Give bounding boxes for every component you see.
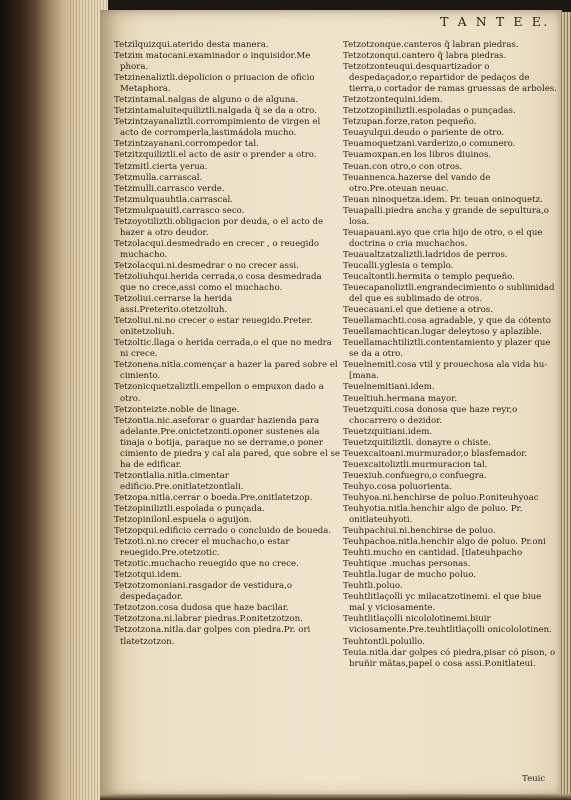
dictionary-entry: Teuhtlitlaçolli yc milacatzotinemi. el que biue mal y viciosamente. (343, 592, 542, 614)
dictionary-entry: Teuetzquitiliztli. donayre o chiste. (343, 437, 491, 448)
dictionary-entry: Tetzotic.muchacho reuegido que no crece. (114, 559, 299, 570)
dictionary-entry: Tetzotqui.idem. (114, 570, 182, 581)
dictionary-entry: Tetzopa.nitla.cerrar o boeda.Pre.onitlatetzop. (114, 492, 313, 503)
dictionary-entry: Tetzintamal.nalgas de alguno o de alguna. (114, 95, 299, 106)
dictionary-entry: Tetzotzonqui.cantero q̃ labra piedras. (343, 51, 507, 62)
catchword: Teuic (522, 774, 546, 784)
dictionary-entry: Tetzitzquiliztli.el acto de asir o prender a otro. (114, 150, 317, 161)
dictionary-entry: Teuhpachiui.ni.henchirse de poluo. (343, 526, 496, 537)
dictionary-entry: Teuayulqui.deudo o pariente de otro. (343, 128, 505, 139)
dictionary-entry: Tetzoliui.cerrarse la herida assi.Preterito.otetzoliuh. (114, 294, 233, 316)
dictionary-entry: Tetzonteizte.noble de linage. (114, 404, 240, 415)
dictionary-entry: Teuecauani.el que detiene a otros. (343, 305, 493, 316)
dictionary-entry: Tetzonicquetzaliztli.empellon o empuxon dado a otro. (114, 382, 324, 404)
dictionary-entry: Teuamoquetzani.varderizo,o comunero. (343, 139, 516, 150)
dictionary-entry: Teueltiuh.hermana mayor. (343, 393, 458, 404)
dictionary-entry: Tetzontlalia.nitla.cimentar edificio.Pre.onitlatetzontlali. (114, 470, 244, 492)
dictionary-entry: Tetzoliui.ni.no crecer o estar reuegido.Preter. onitetzoliuh. (114, 316, 313, 338)
dictionary-entry: Teuellamachti.cosa agradable, y que da cótento (343, 316, 551, 327)
dictionary-entry: Teuhyo.cosa poluorienta. (343, 481, 452, 492)
dictionary-entry: Teuapalli.piedra ancha y grande de sepultura,o losa. (343, 205, 549, 227)
dictionary-entry: Tetzim matocani.examinador o inquisidor.Me phora. (114, 51, 311, 73)
dictionary-entry: Teuelnemitiani.idem. (343, 382, 435, 393)
dictionary-entry: Tetzmulla.carrascal. (114, 172, 203, 183)
dictionary-entry: Teuecapanoliztli.engrandecimiento o sublimidad del que es sublimado de otros. (343, 283, 555, 305)
dictionary-entry: Teuexcaitoliztli.murmuracion tal. (343, 459, 488, 470)
dictionary-entry: Teuexcaitoani.murmurador,o blasfemador. (343, 448, 528, 459)
dictionary-entry: Tetzintamaluitequiliztli.nalgada q̃ se da a otro. (114, 106, 317, 117)
dictionary-entry: Teuan ninoquetza.idem. Pr. teuan oninoquetz. (343, 194, 543, 205)
dictionary-entry: Tetzmulquauitl.carrasco seco. (114, 205, 245, 216)
dictionary-entry: Teuelnemitl.cosa vtil y prouechosa ala vida hu- [mana. (343, 360, 548, 382)
dictionary-entry: Teuaualtzatzaliztli.ladridos de perros. (343, 249, 508, 260)
dictionary-entry: Tetzupan.forze,raton pequeño. (343, 117, 477, 128)
dictionary-entry: Teuhyoa.ni.henchirse de poluo.P.oniteuhyoac (343, 492, 539, 503)
page-bottom-edge (100, 794, 571, 800)
page-edges (560, 12, 571, 796)
dictionary-entry: Tetzopinilonl.espuela o aguijon. (114, 515, 252, 526)
dictionary-entry: Teuhtla.lugar de mucho poluo. (343, 570, 476, 581)
dictionary-entry: Teuia.nitla.dar golpes có piedra,pisar có pison, o bruñir mãtas,papel o cosa assi.P.onitlateui. (343, 647, 556, 669)
dictionary-entry: Tetzopiniliztli.espolada o punçada. (114, 503, 265, 514)
dictionary-entry: Teuapauani.ayo que cria hijo de otro, o el que doctrina o cria muchachos. (343, 227, 543, 249)
dictionary-entry: Teucalli.yglesia o templo. (343, 260, 454, 271)
dictionary-entry: Teuellamachtiliztli.contentamiento y plazer que se da a otro. (343, 338, 551, 360)
dictionary-entry: Tetzotzonteuqui.desquartizador o despedaçador,o repartidor de pedaços de tierra,o cortador de ramas gruessas de arboles. (343, 62, 557, 95)
dictionary-entry: Tetzmitl.cierta yerua. (114, 161, 208, 172)
dictionary-entry: Teuhtli.poluo. (343, 581, 403, 592)
dictionary-entry: Teuhtique .muchas personas. (343, 559, 471, 570)
dictionary-entry: Tetzintzayanaliztli.corrompimiento de virgen el acto de corromperla,lastimádola mucho. (114, 117, 321, 139)
right-column (343, 40, 557, 670)
dictionary-entry: Tetzmulli.carrasco verde. (114, 183, 225, 194)
book-spine (0, 0, 108, 800)
dictionary-entry: Tetzmulquauhtla.carrascal. (114, 194, 233, 205)
dictionary-entry: Tetzoltic.llaga o herida cerrada,o el que no medra ni crece. (114, 338, 332, 360)
dictionary-entry: Tetzotzona.ni.labrar piedras.P.onitetzotzon. (114, 614, 303, 625)
dictionary-entry: Tetzopqui.edificio cerrado o concluido de boueda. (114, 526, 332, 537)
dictionary-entry: Tetzotzontequini.idem. (343, 95, 443, 106)
dictionary-entry: Tetzotzon.cosa dudosa que haze bacilar. (114, 603, 289, 614)
dictionary-entry: Teuellamachtican.lugar deleytoso y aplazible. (343, 327, 542, 338)
dictionary-entry: Teuhtontli.poluillo. (343, 636, 426, 647)
dictionary-entry: Teuhpachoa.nitla.henchir algo de poluo. Pr.oni (343, 537, 546, 548)
dictionary-entry: Tetzoliuhqui.herida cerrada,o cosa desmedrada que no crece,assi como el muchacho. (114, 271, 322, 294)
dictionary-entry: Teuhyotia.nitla.henchir algo de poluo. Pr. onitlateuhyoti. (343, 503, 523, 526)
dictionary-entry: Tetzoyotiliztli.obligacion por deuda, o el acto de hazer a otro deudor. (114, 216, 324, 238)
dictionary-entry: Teuhti.mucho en cantidad. [tlateuhpacho (343, 548, 523, 559)
dictionary-entry: Teuetzquiti.cosa donosa que haze reyr,o chocarrero o dezidor. (343, 404, 518, 426)
dictionary-entry: Tetzilquizqui.aterido desta manera. (114, 40, 269, 50)
dictionary-entry: Teuexiuh.confuegro,o confuegra. (343, 470, 487, 481)
dictionary-entry: Tetzotzomoniani.rasgador de vestidura,o despedaçador. (114, 581, 293, 603)
dictionary-entry: Teuhtlitlaçolli nicololotinemi.biuir viciosamente.Pre.teuhtlitlaçolli onicololotinen. (343, 614, 552, 636)
dictionary-entry: Tetzotzonque.canteros q̃ labran piedras. (343, 40, 519, 50)
running-header: T A N T E E. (440, 14, 550, 29)
dictionary-entry: Tetzotzona.nitla.dar golpes con piedra.Pr. ori tlatetzotzon. (114, 625, 311, 647)
dictionary-entry: Tetzinenaliztli.depolicion o priuacion de oficio Metaphora. (114, 73, 315, 95)
dictionary-entry: Tetzintzayanani.corrompedor tal. (114, 139, 259, 150)
dictionary-entry: Tetzolacqui.desmedrado en crecer , o reuegido muchacho. (114, 238, 320, 260)
dictionary-entry: Teuetzquitiani.idem. (343, 426, 433, 437)
dictionary-entry: Tetzotzopiniliztli.espoladas o punçadas. (343, 106, 516, 117)
left-column (114, 40, 340, 648)
dictionary-entry: Tetzoti.ni.no crecer el muchacho,o estar reuegido.Pre.otetzotic. (114, 537, 290, 559)
dictionary-entry: Tetzonena.nitla.començar a hazer la pared sobre el cimiento. (114, 360, 338, 382)
dictionary-entry: Tetzolacqui.ni.desmedrar o no crecer assi. (114, 260, 299, 271)
dictionary-entry: Tetzontia.nic.aseforar o guardar hazienda para adelante.Pre.onictetzonti.oponer sustenes ala tinaja o botija, paraque no se derrame,o poner cimiento de piedra y cal ala pared, que sobre el se ha de edificar. (114, 415, 340, 470)
dictionary-entry: Teucaltontli.hermita o templo pequeño. (343, 271, 515, 282)
dictionary-entry: Teuan.con otro,o con otros. (343, 161, 463, 172)
dictionary-entry: Teuamoxpan.en los libros diuinos. (343, 150, 492, 161)
dictionary-entry: Teuannenca.hazerse del vando de otro.Pre.oteuan neuac. (343, 172, 491, 194)
